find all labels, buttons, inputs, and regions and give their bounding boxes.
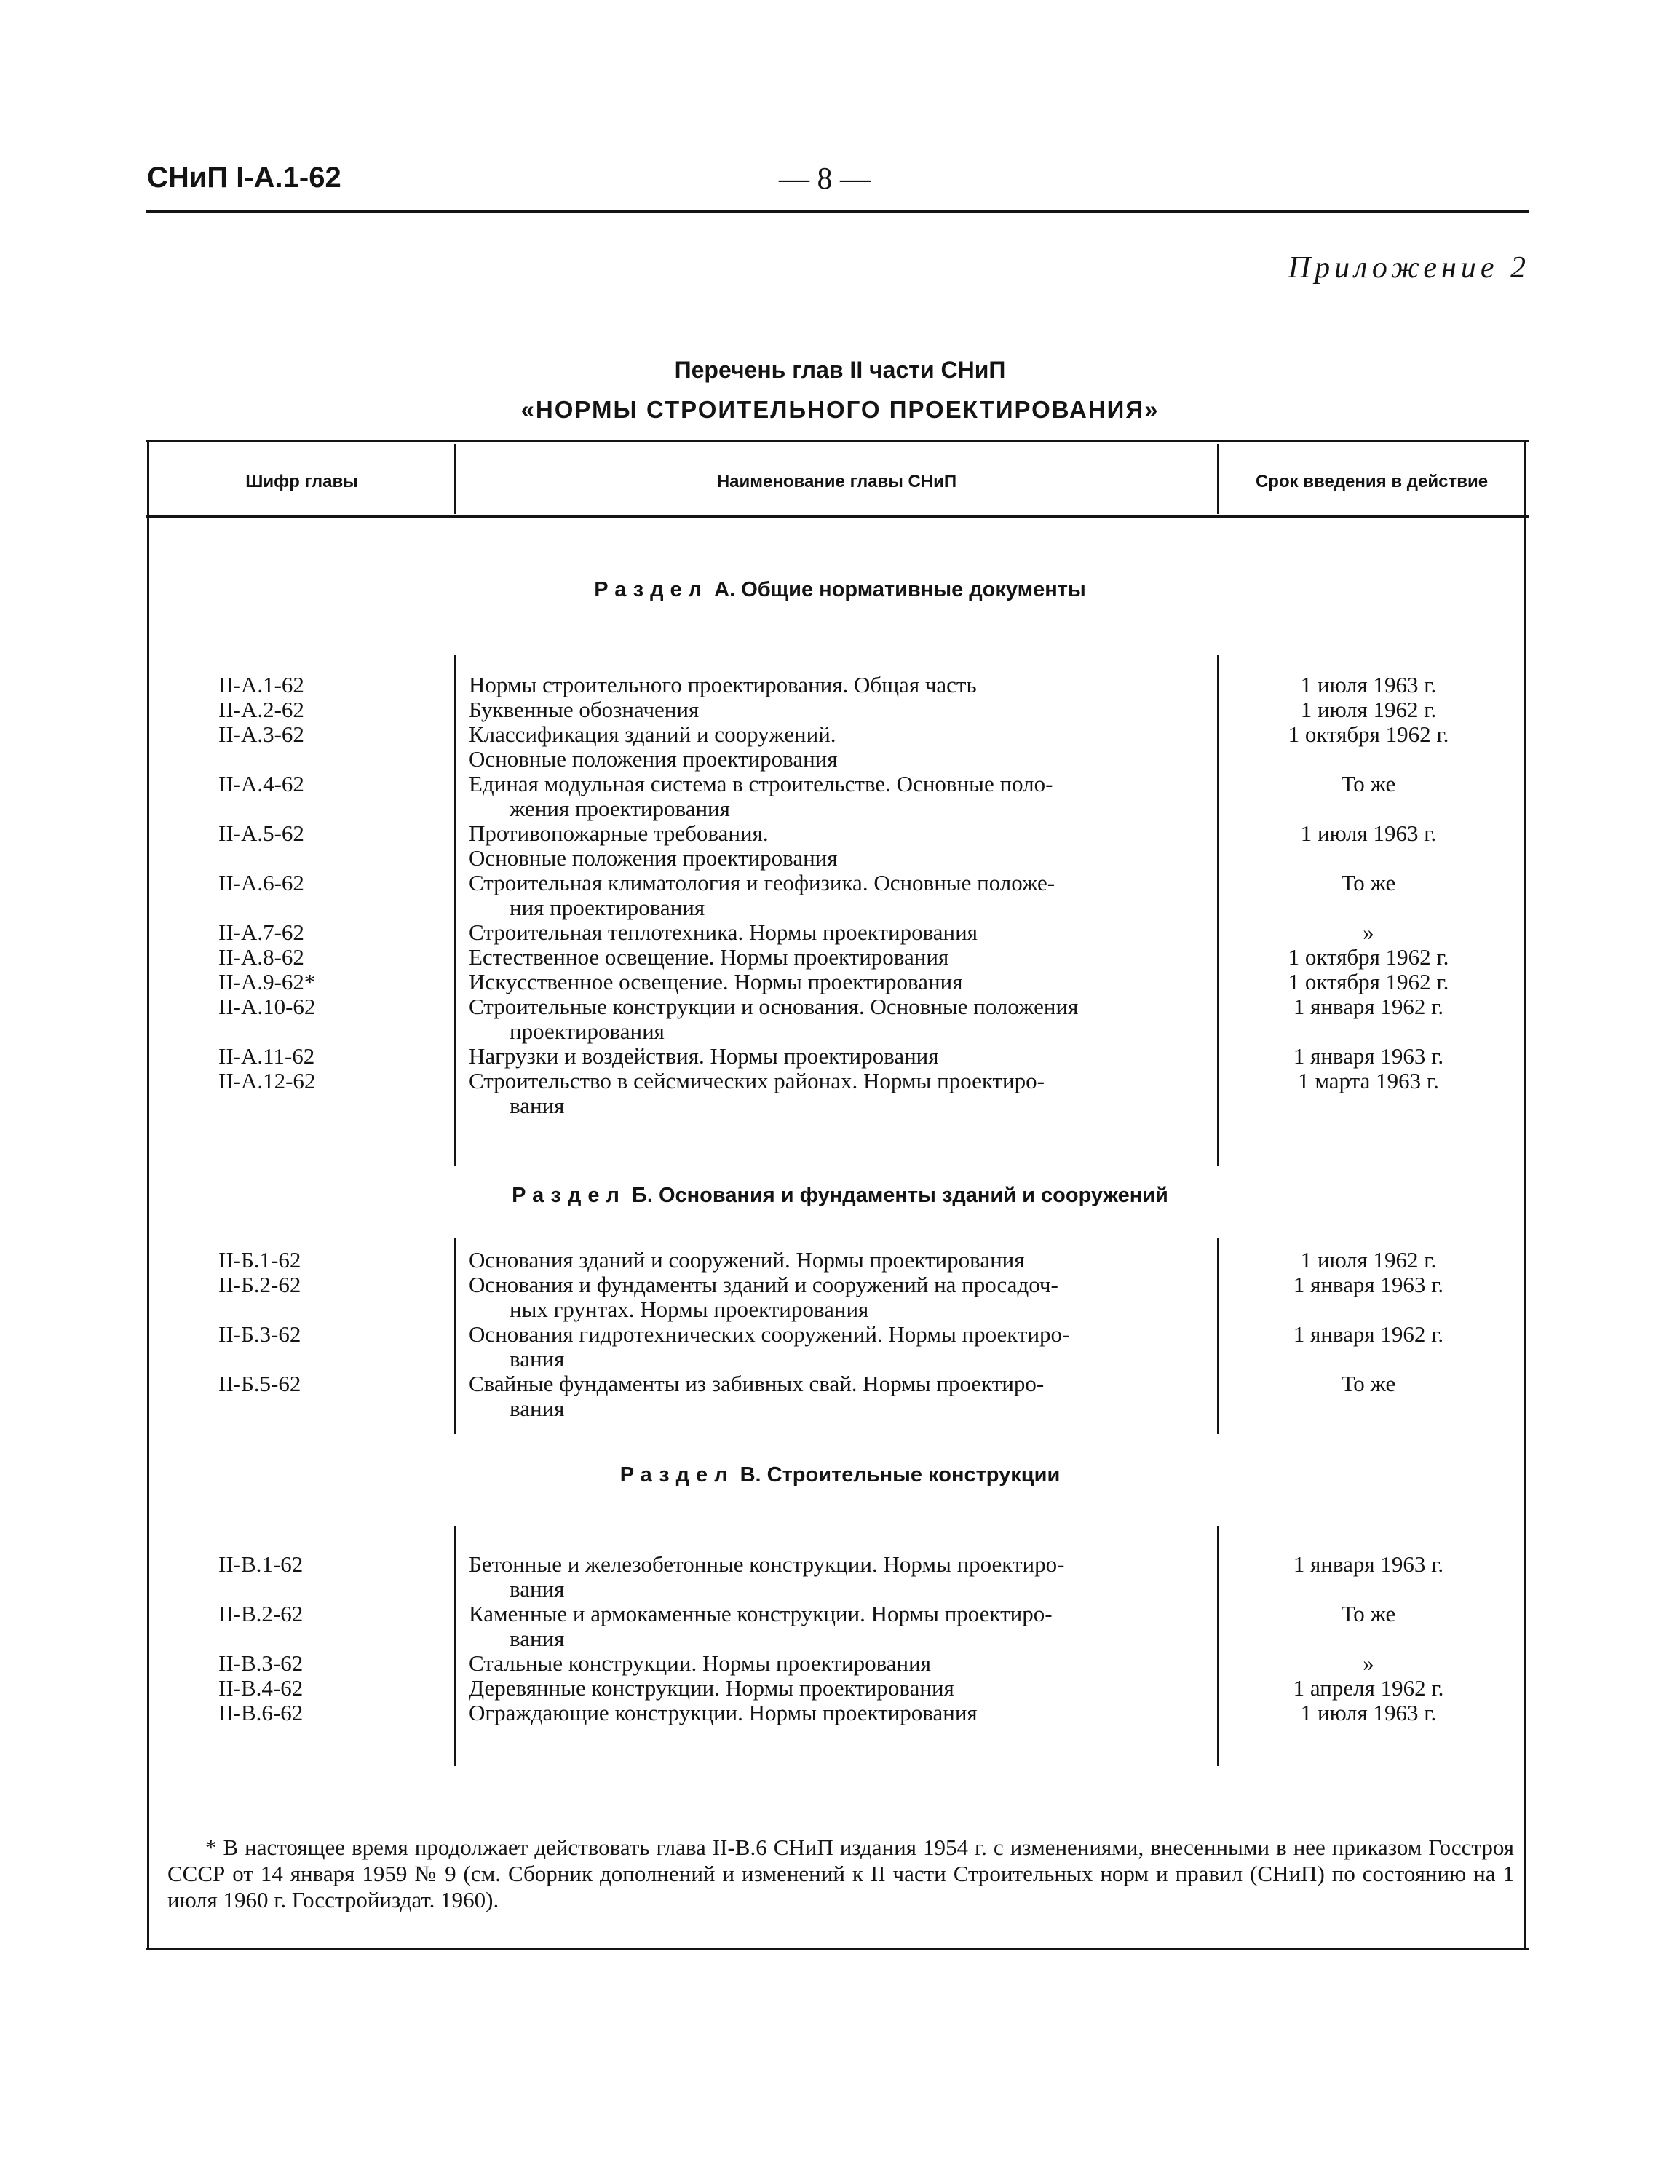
row-date: 1 октября 1962 г. [1288, 944, 1449, 970]
row-code: II-А.11-62 [218, 1043, 315, 1069]
header-rule [146, 210, 1529, 213]
footnote [167, 1835, 1514, 1913]
section-title-a [0, 578, 1680, 602]
row-date: 1 октября 1962 г. [1288, 969, 1449, 994]
section-word: Раздел [619, 1463, 734, 1487]
page-number: — 8 — [779, 162, 871, 196]
row-code: II-Б.3-62 [218, 1321, 301, 1347]
row-date: 1 июля 1963 г. [1300, 1700, 1437, 1725]
row-code: II-А.2-62 [218, 697, 304, 722]
row-name-continued: ния проектирования [510, 895, 705, 920]
row-date: 1 июля 1963 г. [1300, 820, 1437, 846]
row-code: II-А.7-62 [218, 919, 304, 945]
row-name: Строительная теплотехника. Нормы проектирования [469, 919, 978, 945]
row-name-continued: ных грунтах. Нормы проектирования [510, 1297, 869, 1322]
section-title-b [0, 1184, 1680, 1208]
row-name: Строительство в сейсмических районах. Нормы проектиро- [469, 1068, 1045, 1093]
row-name: Бетонные и железобетонные конструкции. Нормы проектиро- [469, 1551, 1065, 1577]
row-name: Стальные конструкции. Нормы проектирования [469, 1650, 932, 1676]
row-date: 1 июля 1962 г. [1300, 1247, 1437, 1273]
row-code: II-Б.1-62 [218, 1247, 301, 1273]
row-date: 1 января 1963 г. [1293, 1551, 1444, 1577]
row-date: То же [1341, 870, 1396, 895]
section-heading: В. Строительные конструкции [740, 1463, 1061, 1487]
column-header-name: Наименование главы СНиП [716, 472, 957, 491]
list-subtitle: «НОРМЫ СТРОИТЕЛЬНОГО ПРОЕКТИРОВАНИЯ» [520, 396, 1160, 423]
row-name-continued: вания [510, 1346, 565, 1372]
section-heading: А. Общие нормативные документы [714, 578, 1086, 601]
row-date: 1 апреля 1962 г. [1293, 1675, 1444, 1701]
row-name: Строительные конструкции и основания. Основные положения [469, 994, 1079, 1019]
section-c-divider-1 [454, 1526, 456, 1766]
row-code: II-А.3-62 [218, 721, 304, 747]
row-date: 1 марта 1963 г. [1298, 1068, 1439, 1093]
row-name-continued: вания [510, 1576, 565, 1602]
row-code: II-В.2-62 [218, 1601, 304, 1626]
row-name: Каменные и армокаменные конструкции. Нормы проектиро- [469, 1601, 1053, 1626]
row-date: 1 января 1962 г. [1293, 1321, 1444, 1347]
row-name: Единая модульная система в строительстве. Основные поло- [469, 771, 1053, 796]
row-name: Противопожарные требования. [469, 820, 769, 846]
row-name: Нормы строительного проектирования. Общая часть [469, 672, 977, 697]
row-name-continued: вания [510, 1396, 565, 1421]
list-title: Перечень глав II части СНиП [674, 357, 1006, 383]
row-date: 1 июля 1962 г. [1300, 697, 1437, 722]
table-header-rule [146, 515, 1529, 518]
row-name: Буквенные обозначения [469, 697, 700, 722]
row-date: » [1363, 1650, 1374, 1676]
column-header-code: Шифр главы [245, 472, 358, 491]
column-header-date: Срок введения в действие [1255, 472, 1489, 491]
appendix-label: Приложение 2 [1288, 251, 1530, 285]
row-name-continued: вания [510, 1626, 565, 1651]
row-name-continued: вания [510, 1093, 565, 1118]
section-word: Раздел [594, 578, 709, 601]
row-code: II-А.6-62 [218, 870, 304, 895]
row-code: II-В.1-62 [218, 1551, 304, 1577]
row-date: 1 января 1962 г. [1293, 994, 1444, 1019]
row-code: II-Б.5-62 [218, 1371, 301, 1396]
row-code: II-А.12-62 [218, 1068, 316, 1093]
row-name: Свайные фундаменты из забивных свай. Нормы проектиро- [469, 1371, 1045, 1396]
row-name-continued: Основные положения проектирования [469, 746, 838, 772]
row-name: Строительная климатология и геофизика. Основные положе- [469, 870, 1055, 895]
row-name: Искусственное освещение. Нормы проектирования [469, 969, 963, 994]
row-name: Ограждающие конструкции. Нормы проектирования [469, 1700, 978, 1725]
row-code: II-В.6-62 [218, 1700, 304, 1725]
row-date: 1 января 1963 г. [1293, 1043, 1444, 1069]
row-name: Основания гидротехнических сооружений. Нормы проектиро- [469, 1321, 1070, 1347]
section-b-divider-2 [1217, 1238, 1219, 1434]
row-date: То же [1341, 771, 1396, 796]
section-a-divider-1 [454, 655, 456, 1166]
row-name: Естественное освещение. Нормы проектирования [469, 944, 949, 970]
row-code: II-А.9-62* [218, 969, 316, 994]
row-name: Классификация зданий и сооружений. [469, 721, 836, 747]
row-date: То же [1341, 1601, 1396, 1626]
section-heading: Б. Основания и фундаменты зданий и сооружений [632, 1184, 1168, 1207]
section-word: Раздел [512, 1184, 626, 1207]
footnote-text: * В настоящее время продолжает действовать глава II-В.6 СНиП издания 1954 г. с изменениями, внесенными в нее приказом Госстроя СССР от 14 января 1959 № 9 (см. Сборник дополнений и изменений к II части Строительных норм и правил (СНиП) по состоянию на 1 июля 1960 г. Госстройиздат. 1960). [167, 1835, 1514, 1912]
row-name: Деревянные конструкции. Нормы проектирования [469, 1675, 954, 1701]
section-title-c [0, 1463, 1680, 1487]
row-date: 1 октября 1962 г. [1288, 721, 1449, 747]
row-name-continued: проектирования [510, 1018, 665, 1044]
row-code: II-А.5-62 [218, 820, 304, 846]
row-name: Нагрузки и воздействия. Нормы проектирования [469, 1043, 939, 1069]
row-code: II-А.4-62 [218, 771, 304, 796]
row-code: II-В.4-62 [218, 1675, 304, 1701]
section-c-divider-2 [1217, 1526, 1219, 1766]
row-date: 1 июля 1963 г. [1300, 672, 1437, 697]
row-code: II-А.10-62 [218, 994, 316, 1019]
row-date: 1 января 1963 г. [1293, 1272, 1444, 1297]
row-name: Основания зданий и сооружений. Нормы проектирования [469, 1247, 1025, 1273]
row-date: » [1363, 919, 1374, 945]
section-a-divider-2 [1217, 655, 1219, 1166]
table-top-rule [146, 440, 1529, 442]
row-date: То же [1341, 1371, 1396, 1396]
section-b-divider-1 [454, 1238, 456, 1434]
row-name-continued: Основные положения проектирования [469, 845, 838, 871]
row-code: II-В.3-62 [218, 1650, 304, 1676]
row-name-continued: жения проектирования [510, 796, 730, 821]
row-code: II-Б.2-62 [218, 1272, 301, 1297]
row-name: Основания и фундаменты зданий и сооружений на просадоч- [469, 1272, 1058, 1297]
row-code: II-А.1-62 [218, 672, 304, 697]
table-bottom-rule [146, 1948, 1529, 1950]
document-code: СНиП I-А.1-62 [147, 162, 341, 194]
row-code: II-А.8-62 [218, 944, 304, 970]
